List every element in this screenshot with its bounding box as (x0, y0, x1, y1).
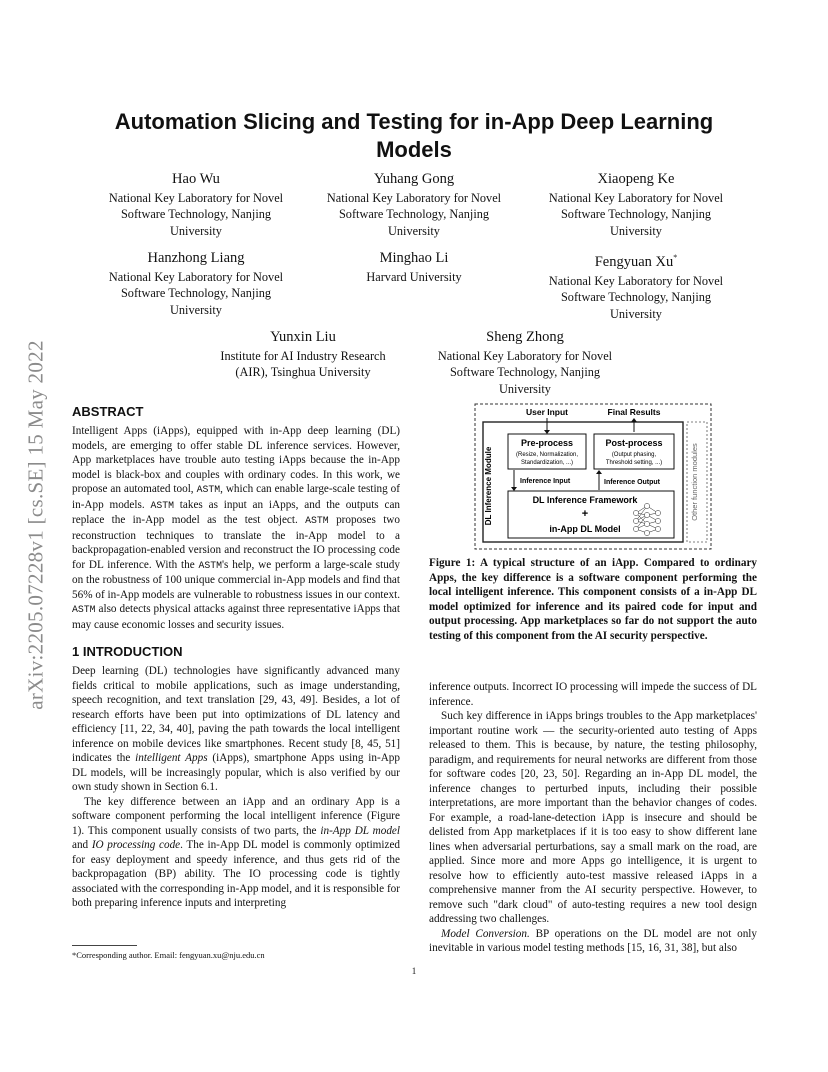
abstract-text (72, 424, 400, 632)
pre-process-detail: (Resize, Normalization, (515, 452, 579, 458)
title-line-2: Models (376, 137, 452, 162)
abstract-heading: ABSTRACT (72, 404, 144, 419)
author-block (76, 249, 316, 318)
abstract-text-3: takes as input an iApps, and the outputs can replace the in-App model as the test object. (72, 498, 401, 526)
intro-paragraph-2 (72, 795, 400, 911)
author-name: Xiaopeng Ke (597, 171, 675, 187)
intro-emphasis: IO processing code (91, 839, 181, 851)
plus-sign: + (581, 508, 589, 520)
author-affiliation: Software Technology, Nanjing (338, 207, 490, 222)
author-affiliation: (AIR), Tsinghua University (235, 365, 371, 380)
author-name: Minghao Li (379, 250, 449, 266)
author-affiliation: National Key Laboratory for Novel (548, 191, 724, 205)
intro-text: Deep learning (DL) technologies have significantly advanced many fields critical to mobile applications, such as image understanding, speech recognition, and text translation [29, 43, 49]. Besides, a lot of research efforts have been put into optimizations of DL latency and efficiency [11, 22, 34, 40], paving the path towards the local intelligent inference on mobile devices like smartphones. Recent study [8, 45, 51] indicates the (72, 665, 400, 764)
final-results-label: Final Results (607, 407, 661, 417)
author-affiliation: Institute for AI Industry Research (220, 349, 386, 363)
author-affiliation: University (610, 306, 662, 321)
author-affiliation: Software Technology, Nanjing (449, 365, 601, 380)
page-number: 1 (411, 966, 417, 976)
author-affiliation: Software Technology, Nanjing (120, 286, 272, 301)
arrowhead-icon (544, 430, 550, 434)
author-block (516, 249, 756, 322)
author-affiliation: National Key Laboratory for Novel (548, 273, 724, 288)
author-block (76, 170, 316, 239)
tool-name: ASTM (150, 499, 174, 511)
abstract-text-2: , which can enable large-scale testing of in-App models. (72, 483, 401, 511)
neural-network-icon (633, 503, 660, 535)
inference-output-label: Inference Output (604, 479, 661, 486)
author-name (516, 249, 756, 271)
post-process-label: Post-process (605, 438, 663, 448)
author-affiliation: University (170, 302, 222, 317)
inference-input-label: Inference Input (520, 478, 571, 485)
tool-name: ASTM (305, 515, 329, 526)
arrowhead-icon (596, 470, 602, 474)
author-block (405, 328, 645, 397)
intro-text: and (72, 839, 92, 851)
tool-name: ASTM (198, 559, 223, 571)
intro-text: . The in-App DL model is commonly optimized for easy deployment and speedy inference, and thus gets rid of the backpropagation (BP) ability. The IO processing code is tightly associated with the corresponding in-App model, and it is responsible for both preparing inference inputs and interpreting (72, 839, 401, 909)
right-text: BP operations on the DL model are not only inevitable in various model testing methods [15, 16, 31, 38], but also (429, 927, 757, 954)
author-affiliation: University (388, 223, 440, 238)
in-app-model-label: in-App DL Model (549, 524, 621, 534)
author-affiliation: Software Technology, Nanjing (560, 207, 712, 222)
right-paragraph-3 (429, 927, 757, 956)
paper-title (72, 108, 756, 164)
author-affiliation: University (499, 381, 551, 396)
arxiv-stamp (0, 0, 72, 1072)
left-column (72, 404, 400, 911)
author-name: Sheng Zhong (486, 329, 564, 345)
intro-text: The key difference between an iApp and an ordinary App is a software component performing the local intelligent inference (Figure 1). This component usually consists of two parts, the (72, 795, 400, 837)
footnote: *Corresponding author. Email: fengyuan.xu@nju.edu.cn (72, 950, 265, 960)
author-affiliation: University (610, 223, 662, 238)
author-name: Yunxin Liu (270, 329, 336, 345)
author-block (183, 328, 423, 381)
figure-1-diagram (474, 403, 712, 550)
user-input-label: User Input (525, 407, 569, 417)
author-name: Hanzhong Liang (147, 250, 245, 266)
intro-emphasis: in-App DL model (320, 824, 400, 837)
author-block (294, 170, 534, 239)
arxiv-id: arXiv:2205.07228v1 [cs.SE] 15 May 2022 (23, 340, 48, 710)
author-name: Yuhang Gong (373, 171, 455, 187)
intro-heading: 1 INTRODUCTION (72, 644, 183, 659)
tool-name: ASTM (196, 484, 221, 495)
abstract-text-1: Intelligent Apps (iApps), equipped with in-App deep learning (DL) models, are emerging to offer stable DL inference services. However, App marketplaces have trouble auto testing iApps because the in-App model is black-box and couples with ordinary codes. In this work, we propose an automated tool, (72, 425, 400, 495)
pre-process-detail: Standardization, ...) (520, 460, 574, 466)
model-conversion-heading: Model Conversion. (441, 927, 530, 940)
author-affiliation: National Key Laboratory for Novel (108, 270, 284, 284)
footnote-rule (72, 945, 137, 946)
dl-inference-module-label: DL Inference Module (484, 446, 493, 526)
right-paragraph-2: Such key difference in iApps brings troubles to the App marketplaces' important routine work — the security-oriented auto testing of Apps released to them. This is because, by nature, the testing philosophy, paradigm, and requirements for neural networks are different from those for software codes [20, 23, 50]. Regarding an in-App DL model, the inference changes to perturbed inputs, including their possible interpretations, are more important than the behavior changes of codes. For example, a road-lane-detection iApp is insecure and should be delisted from App marketplaces if it is too easy to show different lane lines when adversarial perturbations, say a small mark on the road, are applied. Since more and more Apps go intelligence, it is urgent to resolve how to efficiently auto-test massive released iApps in a comprehensive manner from the AI security perspective. However, to remove such "dark cloud" of auto-testing requires a new tool design addressing two challenges. (429, 710, 757, 925)
intro-text: (iApps), smartphone Apps using in-App DL models, will be increasingly popular, which is also verified by our own study shown in Section 6.1. (72, 752, 400, 793)
intro-emphasis: intelligent Apps (135, 752, 208, 764)
right-paragraph-1: inference outputs. Incorrect IO processing will impede the success of DL inference. (429, 681, 757, 708)
author-affiliation: National Key Laboratory for Novel (437, 349, 613, 363)
abstract-text-6: also detects physical attacks against three representative iApps that may cause economic losses and security issues. (72, 603, 400, 631)
other-function-modules-label: Other function modules (690, 443, 699, 521)
abstract-text-4: proposes two reconstruction techniques to translate the in-App model to a backpropagation-enabled version and reconstruct the IO processing code for DL inference. With the (72, 514, 400, 571)
author-affiliation: Software Technology, Nanjing (560, 290, 712, 305)
intro-paragraph-1 (72, 664, 400, 795)
title-line-1: Automation Slicing and Testing for in-App Deep Learning (114, 109, 714, 134)
arrowhead-icon (631, 418, 637, 422)
author-block (516, 170, 756, 239)
tool-name: ASTM (72, 604, 96, 615)
corresponding-mark: * (673, 253, 678, 262)
pre-process-label: Pre-process (520, 438, 574, 448)
figure-1-caption: Figure 1: A typical structure of an iApp. Compared to ordinary Apps, the key difference is a software component performing the local intelligent inference. This component consists of a in-App DL model optimized for inference and its paired code for input and output processing. App marketplaces so far do not support the auto testing of this component from the AI security perspective. (429, 557, 757, 642)
author-affiliation: National Key Laboratory for Novel (108, 191, 284, 205)
abstract-text-5: 's help, we perform a large-scale study on the robustness of 100 unique commercial in-App models and find that 56% of in-App models are vulnerable to robustness issues in our context. (72, 558, 400, 601)
author-affiliation: National Key Laboratory for Novel (326, 191, 502, 205)
author-block (294, 249, 534, 285)
dl-framework-label: DL Inference Framework (532, 495, 638, 505)
arrowhead-icon (511, 487, 517, 491)
post-process-detail: Threshold setting, ...) (605, 460, 663, 466)
author-affiliation: Software Technology, Nanjing (120, 207, 272, 222)
right-column (429, 680, 757, 956)
author-affiliation: Harvard University (366, 270, 462, 284)
author-name: Hao Wu (172, 171, 220, 187)
post-process-detail: (Output phasing, (611, 452, 657, 458)
author-affiliation: University (170, 223, 222, 238)
author-name-text: Fengyuan Xu (594, 253, 674, 270)
